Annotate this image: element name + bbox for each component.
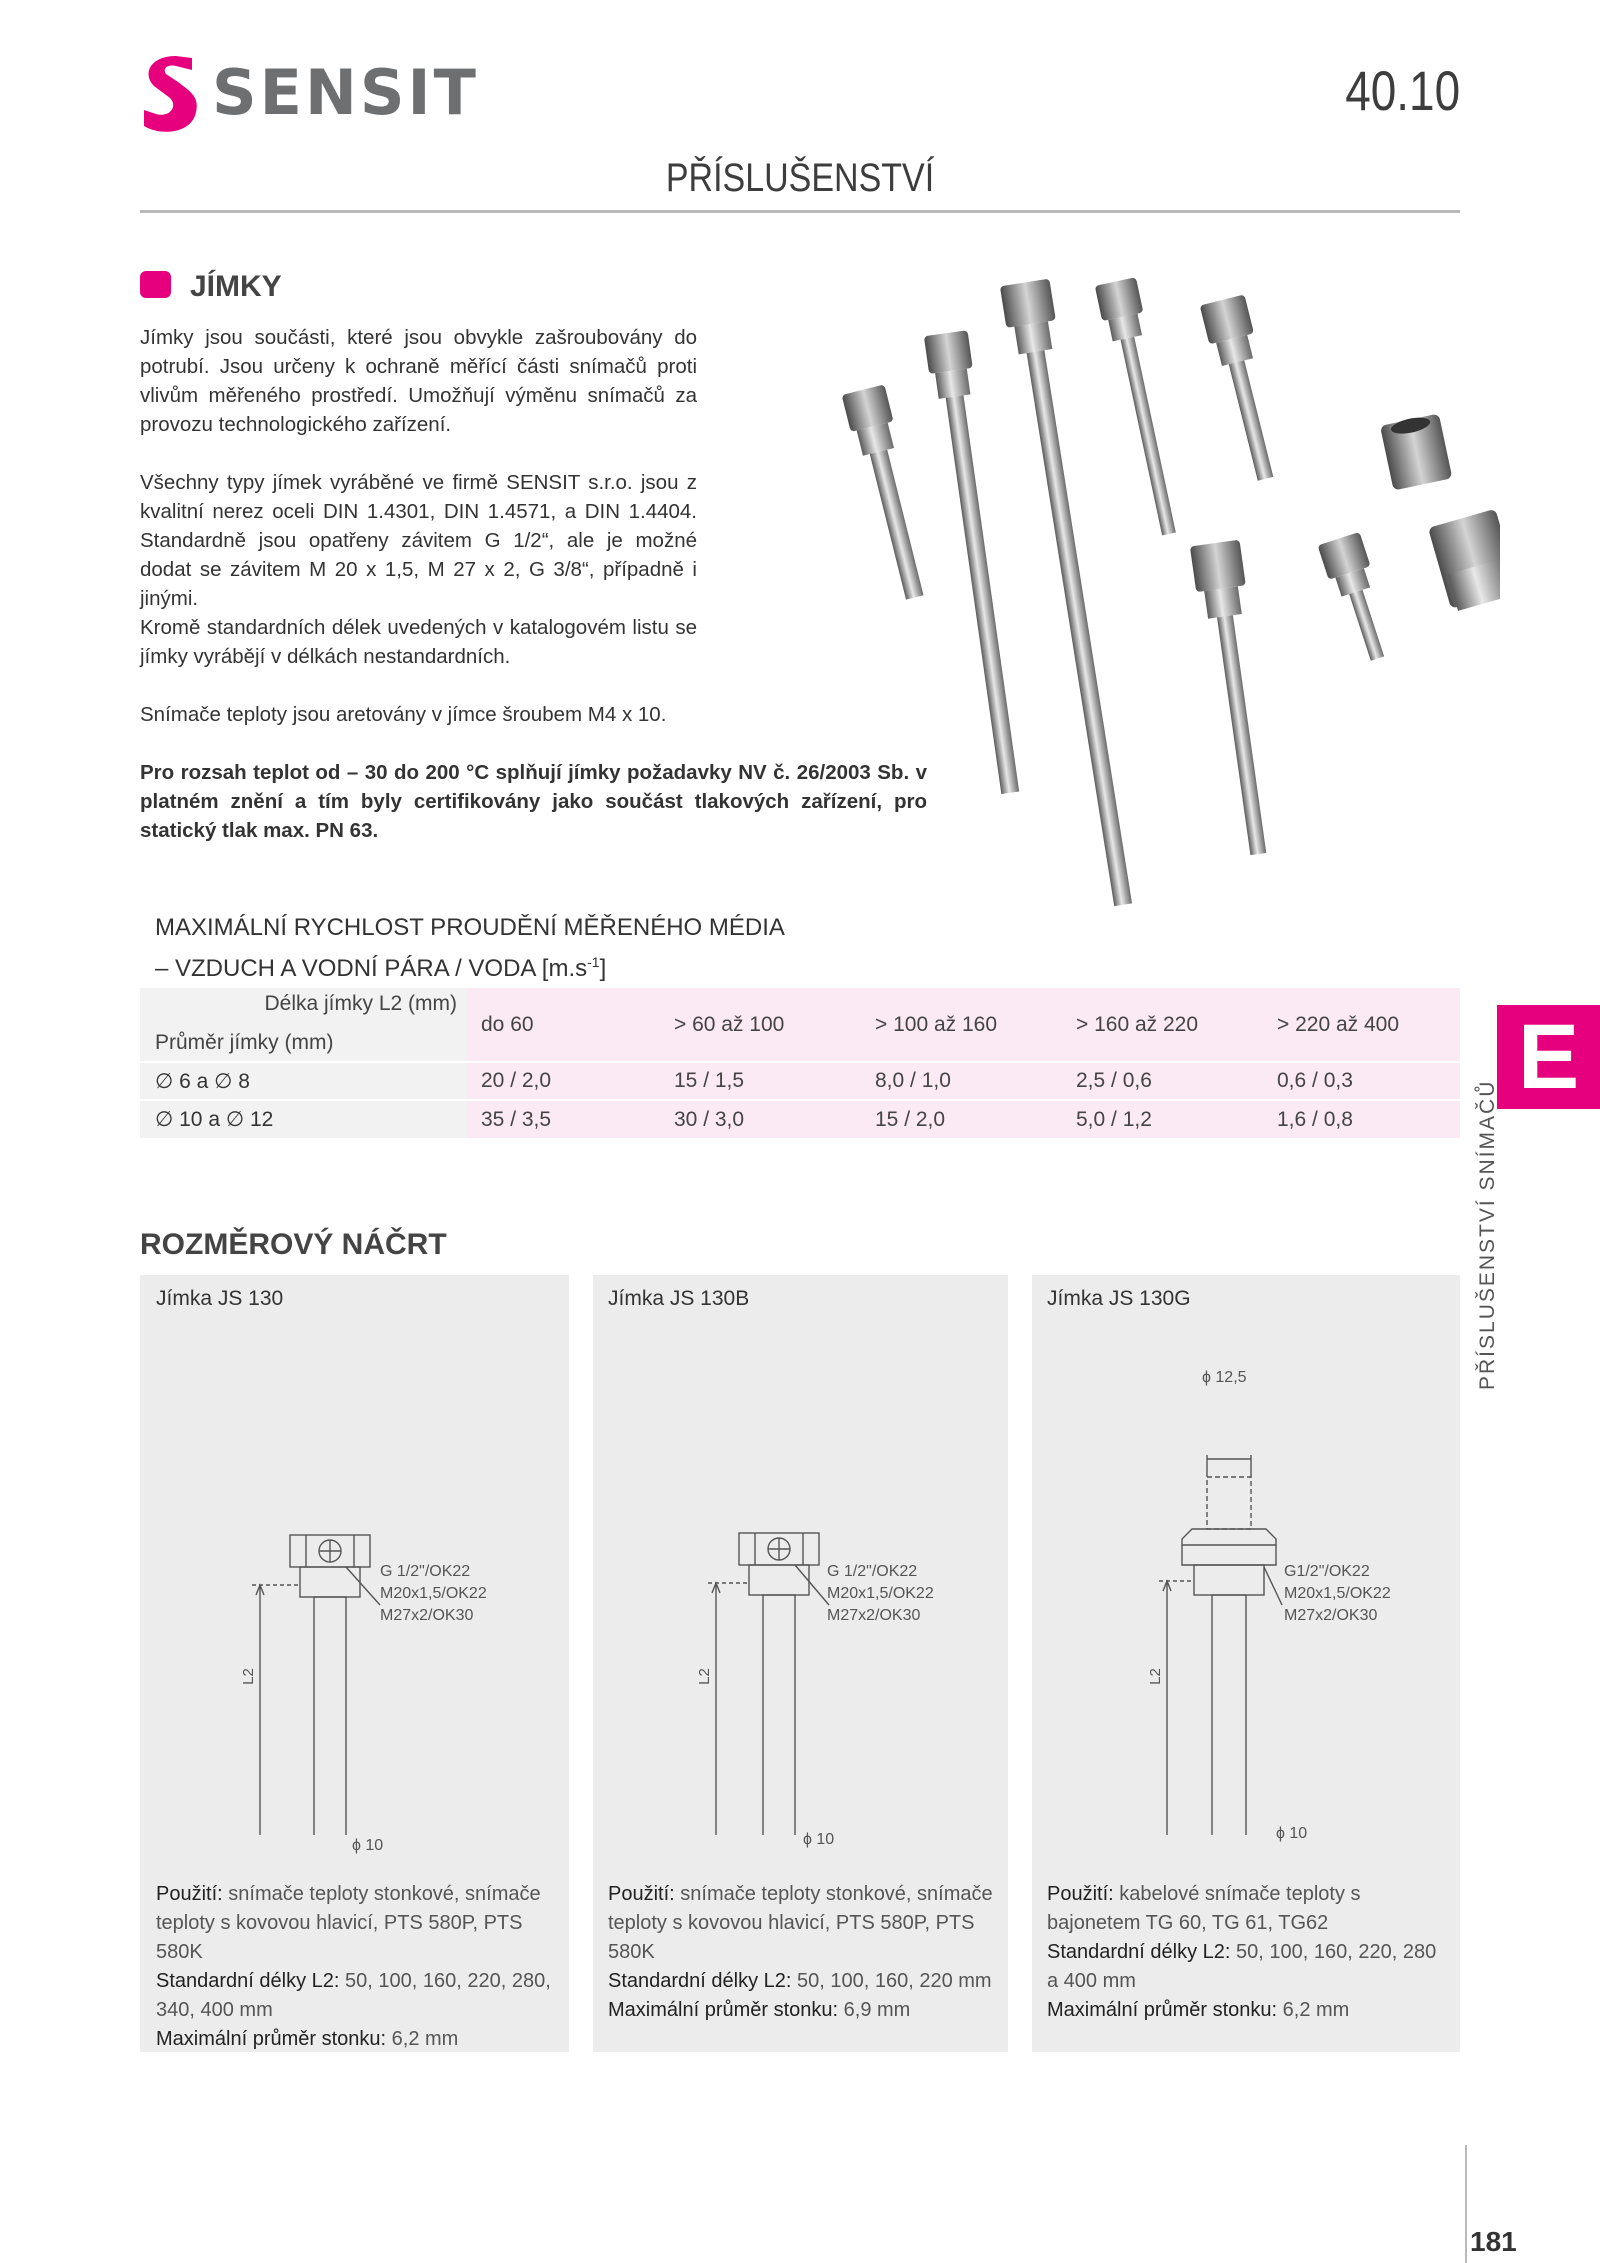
max-diameter-label: Maximální průměr stonku: [608,1999,839,2021]
table-cell: 15 / 2,0 [872,1100,1073,1138]
panel-title: Jímka JS 130 [156,1287,284,1310]
usage-label: Použití: [608,1883,675,1905]
lengths-line [1047,1938,1447,1996]
diameter-label: ϕ 10 [803,1831,835,1848]
flow-table-title [155,910,785,986]
flow-speed-table [140,988,1460,1138]
lengths-label: Standardní délky L2: [608,1970,792,1992]
lengths-line [156,1967,556,2025]
flow-table-title-line2 [155,945,785,986]
l2-dimension-label: L2 [239,1668,257,1685]
max-diameter-line [608,1996,998,2025]
corner-top-label: Délka jímky L2 (mm) [264,992,457,1015]
table-cell: 0,6 / 0,3 [1274,1062,1460,1100]
panel-title: Jímka JS 130G [1047,1287,1191,1310]
diameter-label: ϕ 10 [1276,1825,1308,1842]
certification-note: Pro rozsah teplot od – 30 do 200 °C splňují jímky požadavky NV č. 26/2003 Sb. v platném znění a tím byly certifikovány jako součást tlakových zařízení, pro statický tlak max. PN 63. [140,761,927,842]
brand-name: SENSIT [212,56,479,129]
thread-option: M27x2/OK30 [380,1607,474,1624]
table-cell: 2,5 / 0,6 [1073,1062,1274,1100]
thread-option: G 1/2"/OK22 [380,1563,471,1580]
thread-option: G 1/2"/OK22 [827,1563,918,1580]
max-diameter-value: 6,2 mm [386,2028,459,2050]
panel-description [608,1880,998,2025]
flow-table-title-end: ] [599,955,607,982]
usage-label: Použití: [156,1883,223,1905]
table-row-label: ∅ 10 a ∅ 12 [140,1100,467,1138]
table-col-header: > 100 až 160 [872,988,1073,1062]
usage-value: kabelové snímače teploty s bajonetem TG 60, TG 61, TG62 [1047,1883,1361,1934]
thread-option: M27x2/OK30 [827,1607,921,1624]
page-title: PŘÍSLUŠENSTVÍ [665,156,935,200]
drawing-panel-js130 [140,1275,569,2052]
max-diameter-value: 6,9 mm [838,1999,911,2021]
section-heading: JÍMKY [190,270,282,303]
lengths-value: 50, 100, 160, 220, 280, 340, 400 mm [156,1970,551,2021]
l2-dimension-label: L2 [695,1668,713,1685]
header-divider [140,210,1460,213]
lengths-value: 50, 100, 160, 220, 280 a 400 mm [1047,1941,1437,1992]
table-cell: 35 / 3,5 [467,1100,671,1138]
flow-table-title-line1: MAXIMÁLNÍ RYCHLOST PROUDĚNÍ MĚŘENÉHO MÉDIA [155,914,785,941]
usage-line [156,1880,556,1967]
panel-description [156,1880,556,2054]
table-cell: 15 / 1,5 [671,1062,872,1100]
thread-option: M20x1,5/OK22 [380,1585,487,1602]
thermowell-drawing-js130g [1032,1355,1460,1835]
usage-label: Použití: [1047,1883,1114,1905]
heading-bullet [140,271,171,298]
max-diameter-label: Maximální průměr stonku: [1047,1999,1278,2021]
usage-line [608,1880,998,1967]
table-cell: 1,6 / 0,8 [1274,1100,1460,1138]
thread-options [380,1561,487,1627]
page-number: 181 [1470,2226,1517,2257]
diameter-label: ϕ 10 [352,1837,384,1854]
thread-option: M20x1,5/OK22 [827,1585,934,1602]
flow-table-title-sup: -1 [587,954,600,970]
catalog-code: 40.10 [1345,59,1460,122]
thermowell-drawing-js130 [140,1355,569,1835]
max-diameter-label: Maximální průměr stonku: [156,2028,387,2050]
thread-option: G1/2"/OK22 [1284,1563,1370,1580]
table-cell: 30 / 3,0 [671,1100,872,1138]
max-diameter-value: 6,2 mm [1277,1999,1350,2021]
intro-paragraph-4: Snímače teploty jsou aretovány v jímce šroubem M4 x 10. [140,703,667,726]
table-row [140,1062,1460,1100]
lengths-label: Standardní délky L2: [156,1970,340,1992]
usage-line [1047,1880,1447,1938]
panel-title: Jímka JS 130B [608,1287,750,1310]
thread-option: M27x2/OK30 [1284,1607,1378,1624]
lengths-label: Standardní délky L2: [1047,1941,1231,1963]
lengths-line [608,1967,998,1996]
chapter-tab-letter: E [1517,1006,1580,1108]
table-cell: 8,0 / 1,0 [872,1062,1073,1100]
table-col-header: do 60 [467,988,671,1062]
max-diameter-line [156,2025,556,2054]
thread-options [827,1561,934,1627]
table-col-header: > 220 až 400 [1274,988,1460,1062]
table-col-header: > 60 až 100 [671,988,872,1062]
page-number-divider [1465,2145,1467,2263]
l2-dimension-label: L2 [1146,1668,1164,1685]
table-row [140,1100,1460,1138]
drawing-panel-js130b [593,1275,1008,2052]
thermowell-drawing-js130b [593,1355,1008,1835]
table-header-row [140,988,1460,1062]
table-cell: 5,0 / 1,2 [1073,1100,1274,1138]
intro-paragraph-2: Všechny typy jímek vyráběné ve firmě SENSIT s.r.o. jsou z kvalitní nerez oceli DIN 1.4301, DIN 1.4571, a DIN 1.4404. Standardně jsou opatřeny závitem G 1/2“, ale je možné dodat se závitem M 20 x 1,5, M 27 x 2, G 3/8“, případně i jinými. [140,471,697,610]
chapter-label: PŘÍSLUŠENSTVÍ SNÍMAČŮ [1476,1079,1499,1390]
panel-description [1047,1880,1447,2025]
drawing-panel-js130g [1032,1275,1460,2052]
usage-value: snímače teploty stonkové, snímače teploty s kovovou hlavicí, PTS 580P, PTS 580K [156,1883,541,1963]
lengths-value: 50, 100, 160, 220 mm [791,1970,992,1992]
table-col-header: > 160 až 220 [1073,988,1274,1062]
thread-option: M20x1,5/OK22 [1284,1585,1391,1602]
usage-value: snímače teploty stonkové, snímače teploty s kovovou hlavicí, PTS 580P, PTS 580K [608,1883,993,1963]
intro-paragraph-3: Kromě standardních délek uvedených v katalogovém listu se jímky vyrábějí v délkách nestandardních. [140,616,697,668]
thread-options [1284,1561,1391,1627]
flow-table-title-line2-text: – VZDUCH A VODNÍ PÁRA / VODA [m.s [155,955,588,982]
table-corner-cell [140,988,467,1062]
thermowells-photo [800,278,1500,918]
drawings-heading: ROZMĚROVÝ NÁČRT [140,1228,447,1261]
corner-bottom-label: Průměr jímky (mm) [155,1031,334,1054]
table-cell: 20 / 2,0 [467,1062,671,1100]
max-diameter-line [1047,1996,1447,2025]
table-row-label: ∅ 6 a ∅ 8 [140,1062,467,1100]
intro-paragraph-1: Jímky jsou součásti, které jsou obvykle zašroubovány do potrubí. Jsou určeny k ochraně měřící části snímačů proti vlivům měřeného prostředí. Umožňují výměnu snímačů za provozu technologického zařízení. [140,326,697,436]
top-diameter-label: ϕ 12,5 [1202,1369,1247,1386]
